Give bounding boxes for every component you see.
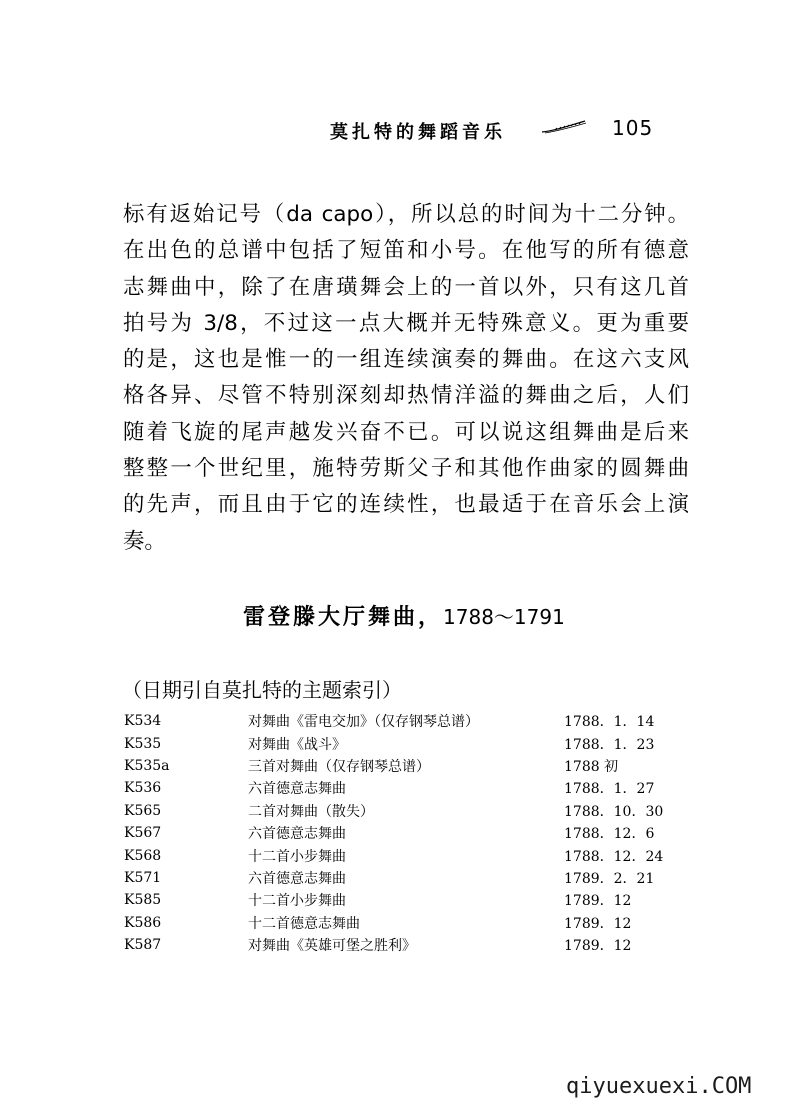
body-paragraph	[123, 197, 689, 560]
quill-flourish-icon	[541, 119, 587, 135]
running-header-title: 莫扎特的舞蹈音乐	[330, 122, 506, 143]
table-row	[124, 732, 684, 754]
table-row	[124, 710, 684, 732]
catalogue-number: K568	[124, 847, 162, 864]
index-note: （日期引自莫扎特的主题索引）	[122, 678, 402, 702]
catalogue-number: K535	[124, 735, 162, 752]
catalogue-number: K534	[124, 713, 162, 730]
work-date: 1788．12．24	[564, 848, 664, 865]
body-line: 奏。	[123, 528, 166, 554]
section-heading-title: 雷登滕大厅舞曲，	[243, 605, 444, 630]
catalogue-number: K565	[124, 802, 162, 819]
catalogue-number: K535a	[124, 757, 170, 774]
body-line: 在出色的总谱中包括了短笛和小号。在他写的所有德意	[123, 238, 689, 264]
work-date: 1788 初	[564, 758, 619, 775]
work-title: 对舞曲《战斗》	[248, 736, 346, 753]
work-date: 1788．1．27	[564, 781, 655, 798]
work-title: 六首德意志舞曲	[248, 870, 346, 887]
work-title: 十二首小步舞曲	[248, 848, 346, 865]
table-row	[124, 844, 684, 866]
table-row	[124, 755, 684, 777]
section-heading	[243, 600, 565, 631]
work-date: 1789．12	[564, 938, 632, 955]
body-line: 志舞曲中，除了在唐璜舞会上的一首以外，只有这几首	[123, 274, 689, 300]
table-row	[124, 800, 684, 822]
work-title: 十二首德意志舞曲	[248, 915, 360, 932]
body-line: 整整一个世纪里，施特劳斯父子和其他作曲家的圆舞曲	[123, 456, 689, 482]
table-row	[124, 822, 684, 844]
work-title: 十二首小步舞曲	[248, 893, 346, 910]
section-heading-years: 1788～1791	[443, 605, 565, 629]
body-line: 标有返始记号（da capo），所以总的时间为十二分钟。	[123, 202, 689, 227]
body-line: 格各异、尽管不特别深刻却热情洋溢的舞曲之后，人们	[123, 383, 689, 409]
catalogue-number: K585	[124, 892, 162, 909]
body-line: 的先声，而且由于它的连续性，也最适于在音乐会上演	[123, 492, 689, 518]
catalogue-number: K571	[124, 869, 162, 886]
work-title: 二首对舞曲（散失）	[248, 803, 374, 820]
table-row	[124, 934, 684, 956]
koechel-index-body	[124, 710, 684, 956]
catalogue-number: K567	[124, 825, 162, 842]
catalogue-number: K586	[124, 914, 162, 931]
catalogue-number: K587	[124, 937, 162, 954]
work-date: 1789．12	[564, 893, 632, 910]
work-date: 1788．1．23	[564, 736, 655, 753]
work-title: 六首德意志舞曲	[248, 826, 346, 843]
work-title: 对舞曲《英雄可堡之胜利》	[248, 938, 416, 955]
running-header	[0, 116, 794, 146]
work-date: 1789．2．21	[564, 870, 655, 887]
table-row	[124, 889, 684, 911]
work-date: 1788．10．30	[564, 803, 664, 820]
body-line: 随着飞旋的尾声越发兴奋不已。可以说这组舞曲是后来	[123, 419, 689, 445]
work-title: 三首对舞曲（仅存钢琴总谱）	[248, 758, 430, 775]
koechel-index-table	[124, 710, 684, 956]
table-row	[124, 867, 684, 889]
table-row	[124, 912, 684, 934]
work-date: 1789．12	[564, 915, 632, 932]
body-line: 的是，这也是惟一的一组连续演奏的舞曲。在这六支风	[123, 347, 689, 373]
work-title: 对舞曲《雷电交加》（仅存钢琴总谱）	[248, 714, 479, 731]
work-date: 1788．12．6	[564, 826, 655, 843]
catalogue-number: K536	[124, 780, 162, 797]
table-row	[124, 777, 684, 799]
page-number: 105	[612, 116, 654, 140]
work-title: 六首德意志舞曲	[248, 781, 346, 798]
body-line: 拍号为 3/8，不过这一点大概并无特殊意义。更为重要	[123, 310, 689, 336]
watermark-text: qiyuexuexi.COM	[566, 1074, 752, 1099]
work-date: 1788．1．14	[564, 714, 655, 731]
